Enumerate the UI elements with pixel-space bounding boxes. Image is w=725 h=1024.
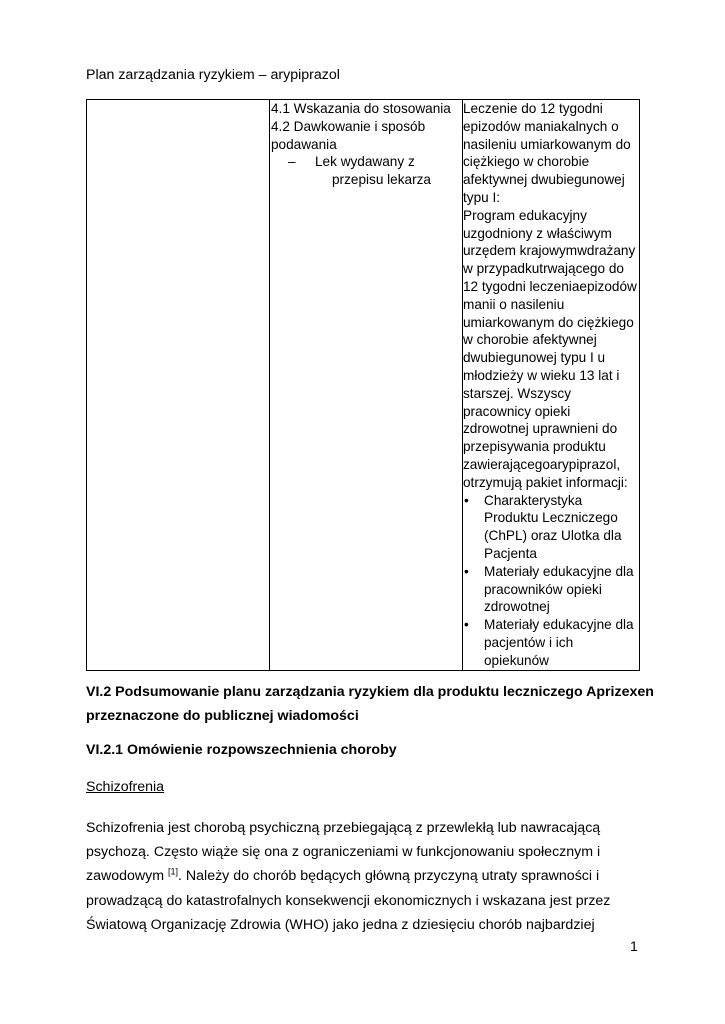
reference-marker: [1] <box>168 866 179 877</box>
section-item-4-1: 4.1 Wskazania do stosowania <box>271 101 451 116</box>
body-paragraph <box>86 816 646 937</box>
table-cell-sections <box>270 100 463 671</box>
page-number: 1 <box>630 939 638 955</box>
page-header: Plan zarządzania ryzykiem – arypiprazol <box>86 67 340 83</box>
list-item <box>463 492 639 563</box>
bullet-list <box>463 492 639 670</box>
section-heading-vi21: VI.2.1 Omówienie rozpowszechnienia choroby <box>86 742 397 758</box>
paragraph-part1: Schizofrenia jest chorobą psychiczną przebiegającą z przewlekłą lub nawracającą psychozą. Często wiąże się ona z ograniczeniami w funkcjonowaniu społecznym i zawodowym <box>86 820 601 885</box>
bullet-icon: • <box>464 617 469 633</box>
list-item-text: Charakterystyka Produktu Leczniczego (ChPL) oraz Ulotka dla Pacjenta <box>484 492 622 561</box>
program-text: Program edukacyjny uzgodniony z właściwym urzędem krajowymwdrażany w przypadkutrwającego do 12 tygodni leczeniaepizodów manii o nasileniu umiarkowanym do ciężkiego w chorobie afektywnej dwubiegunowej typu I u młodzieży w wieku 13 lat i starszej. Wszyscy pracownicy opieki zdrowotnej uprawnieni do przepisywania produktu zawierającegoarypiprazol, otrzymują pakiet informacji: <box>463 207 637 490</box>
list-item-text: Materiały edukacyjne dla pacjentów i ich opiekunów <box>484 617 634 668</box>
bullet-icon: • <box>464 492 469 508</box>
section-heading-line2: przeznaczone do publicznej wiadomości <box>86 708 359 724</box>
subheading-schizofrenia: Schizofrenia <box>86 779 165 795</box>
list-item <box>463 563 639 616</box>
paragraph-part2: . Należy do chorób będących główną przyczyną utraty sprawności i prowadzącą do katastrofalnych konsekwencji ekonomicznych i wskazana jest przez Światową Organizację Zdrowia (WHO) jako jedna z dziesięciu chorób najbardziej <box>86 868 611 933</box>
section-heading-line1: VI.2 Podsumowanie planu zarządzania ryzykiem dla produktu leczniczego Aprizexen <box>86 684 654 700</box>
bullet-icon: • <box>464 563 469 579</box>
rmp-table <box>86 99 640 671</box>
indication-text: Leczenie do 12 tygodni epizodów maniakalnych o nasileniu umiarkowanym do ciężkiego w chorobie afektywnej dwubiegunowej typu I: <box>463 101 631 205</box>
dash-marker: – <box>288 154 296 170</box>
dash-item <box>271 153 462 189</box>
section-item-4-2: 4.2 Dawkowanie i sposób podawania <box>271 118 426 152</box>
table-cell-measures <box>463 100 640 671</box>
dash-item-line1: Lek wydawany z <box>315 154 415 170</box>
table-row <box>87 100 640 671</box>
table-cell-empty <box>87 100 270 671</box>
list-item <box>463 616 639 669</box>
list-item-text: Materiały edukacyjne dla pracowników opieki zdrowotnej <box>484 563 634 615</box>
dash-item-line2: przepisu lekarza <box>332 172 431 188</box>
section-heading-vi2 <box>86 680 654 728</box>
